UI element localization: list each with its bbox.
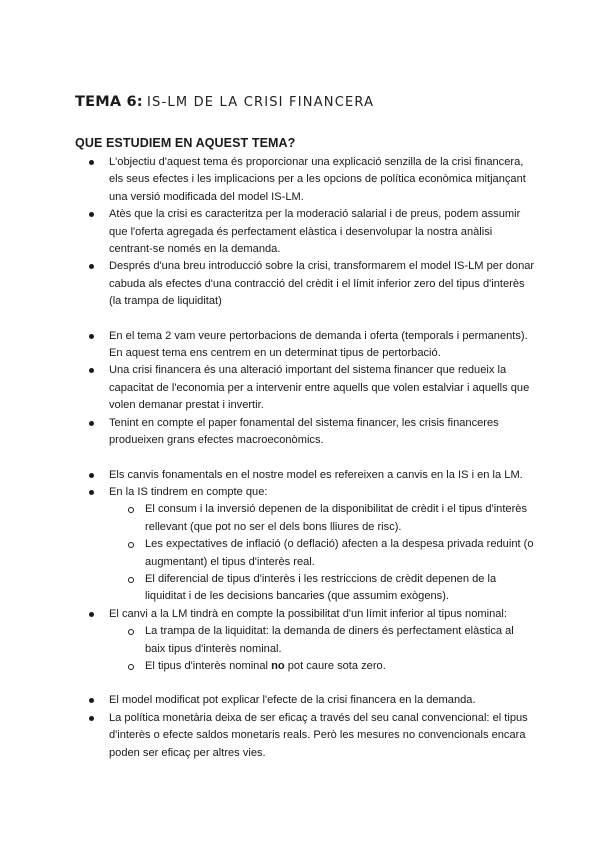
sub-bullet-icon (128, 664, 134, 670)
sub-bullet-icon (128, 577, 134, 583)
document-body (75, 154, 535, 762)
list-item: Una crisi financera és una alteració important del sistema financer que redueix la capacitat de l'economia per a intervenir entre aquells que volen estalviar i aquells que volen demanar prestat i invertir. (75, 362, 535, 414)
sub-list-item: El consum i la inversió depenen de la disponibilitat de crèdit i el tipus d'interès rellevant (que pot no ser el dels bons lliures de risc). (109, 501, 535, 536)
bullet-group-2 (75, 328, 535, 450)
bullet-icon (89, 368, 94, 373)
sub-list-item: El tipus d'interès nominal no pot caure sota zero. (109, 658, 535, 675)
bullet-icon (89, 716, 94, 721)
list-item: El model modificat pot explicar l'efecte de la crisi financera en la demanda. (75, 692, 535, 709)
bullet-group-1 (75, 154, 535, 311)
bullet-icon (89, 212, 94, 217)
sub-bullet-icon (128, 542, 134, 548)
title-light: IS-LM DE LA CRISI FINANCERA (147, 95, 375, 110)
emphasis-no: no (271, 659, 285, 672)
sub-bullet-icon (128, 507, 134, 513)
list-item: En la IS tindrem en compte que: El consum i la inversió depenen de la disponibilitat de crèdit i el tipus d'interès rellevant (que pot no ser el dels bons lliures de risc). Les expectatives de inflació (o deflació) afecten a la despesa privada reduint (o augmentant) el tipus d'interès real. El diferencial de tipus d'interès i les restriccions de crèdit depenen de la liquiditat i de les decisions bancaries (que assumim exògens). (75, 484, 535, 606)
bullet-icon (89, 334, 94, 339)
list-item: Atès que la crisi es caracteritza per la moderació salarial i de preus, podem assumir que l'oferta agregada és perfectament elàstica i desenvolupar la nostra anàlisi centrant-se només en la demanda. (75, 206, 535, 258)
sub-list-item: La trampa de la liquiditat: la demanda de diners és perfectament elàstica al baix tipus d'interès nominal. (109, 623, 535, 658)
title-bold: TEMA 6: (75, 94, 143, 110)
document-title (75, 93, 374, 110)
sub-bullet-icon (128, 629, 134, 635)
bullet-icon (89, 612, 94, 617)
list-item: Després d'una breu introducció sobre la crisi, transformarem el model IS-LM per donar cabuda als efectes d'una contracció del crèdit i el límit inferior zero del tipus d'interès (la trampa de liquiditat) (75, 258, 535, 310)
bullet-icon (89, 490, 94, 495)
list-item: L'objectiu d'aquest tema és proporcionar una explicació senzilla de la crisi financera, els seus efectes i les implicacions per a les opcions de política econòmica mitjançant una versió modificada del model IS-LM. (75, 154, 535, 206)
sub-list-item: El diferencial de tipus d'interès i les restriccions de crèdit depenen de la liquiditat i de les decisions bancaries (que assumim exògens). (109, 571, 535, 606)
sub-list-item: Les expectatives de inflació (o deflació) afecten a la despesa privada reduint (o augmentant) el tipus d'interès real. (109, 536, 535, 571)
section-heading: QUE ESTUDIEM EN AQUEST TEMA? (75, 136, 296, 150)
bullet-icon (89, 160, 94, 165)
bullet-icon (89, 421, 94, 426)
list-item: El canvi a la LM tindrà en compte la possibilitat d'un límit inferior al tipus nominal: La trampa de la liquiditat: la demanda de diners és perfectament elàstica al baix tipus d'interès nominal. El tipus d'interès nominal no pot caure sota zero. (75, 606, 535, 676)
sub-list (109, 623, 535, 675)
bullet-icon (89, 698, 94, 703)
list-item: La política monetària deixa de ser eficaç a través del seu canal convencional: el tipus d'interès o efecte saldos monetaris reals. Però les mesures no convencionals encara poden ser eficaç per altres vies. (75, 710, 535, 762)
sub-list (109, 501, 535, 605)
bullet-icon (89, 264, 94, 269)
bullet-group-4 (75, 692, 535, 762)
bullet-icon (89, 473, 94, 478)
list-item: En el tema 2 vam veure pertorbacions de demanda i oferta (temporals i permanents). En aquest tema ens centrem en un determinat tipus de pertorbació. (75, 328, 535, 363)
bullet-group-3 (75, 467, 535, 676)
list-item: Els canvis fonamentals en el nostre model es refereixen a canvis en la IS i en la LM. (75, 467, 535, 484)
list-item: Tenint en compte el paper fonamental del sistema financer, les crisis financeres produeixen grans efectes macroeconòmics. (75, 415, 535, 450)
